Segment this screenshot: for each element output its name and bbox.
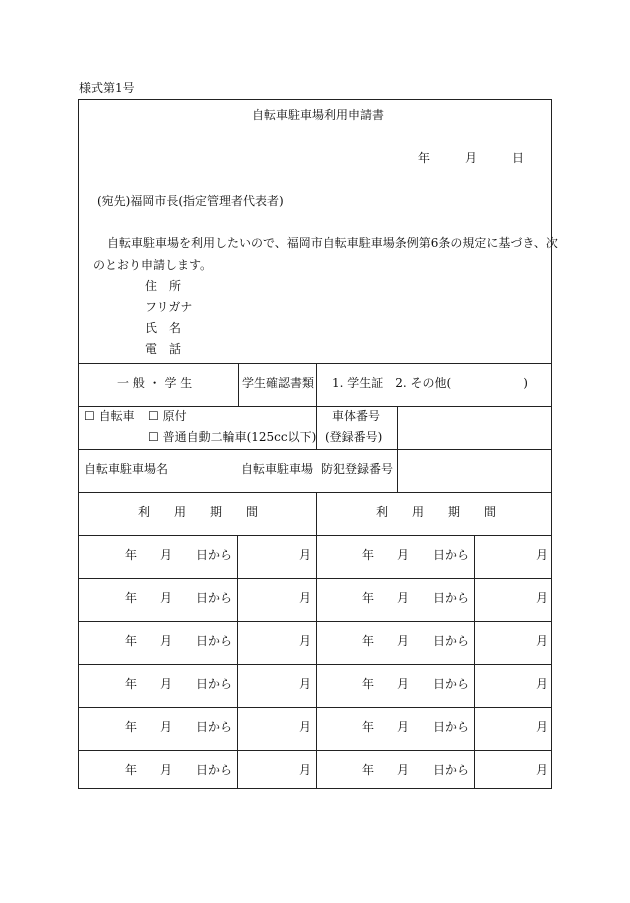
period-right-from-year-label: 年 [362, 591, 375, 605]
period-right-from-day-label: 日から [433, 548, 470, 562]
student-doc-type-label: 学生確認書類 [242, 376, 315, 390]
period-right-to-month-label: 月 [536, 677, 549, 691]
period-right-from-year-label: 年 [362, 548, 375, 562]
vehicle-moped-checkbox[interactable]: ☐ 原付 [148, 409, 187, 423]
period-right-to-month-label: 月 [536, 548, 549, 562]
period-right-to-month-label: 月 [536, 720, 549, 734]
applicant-phone-label: 電 話 [145, 342, 182, 356]
date-year-label: 年 [418, 151, 431, 165]
applicant-address-label: 住 所 [145, 279, 182, 293]
period-left-from-day-label: 日から [196, 634, 233, 648]
period-right-from-day-label: 日から [433, 677, 470, 691]
period-left-from-year-label: 年 [125, 677, 138, 691]
period-right-to-month-label: 月 [536, 634, 549, 648]
period-header-right: 利 用 期 間 [376, 505, 497, 519]
period-right-from-month-label: 月 [397, 548, 410, 562]
period-right-from-month-label: 月 [397, 763, 410, 777]
period-right-from-day-label: 日から [433, 720, 470, 734]
period-right-from-day-label: 日から [433, 763, 470, 777]
period-right-from-year-label: 年 [362, 720, 375, 734]
period-right-from-year-label: 年 [362, 634, 375, 648]
period-left-from-month-label: 月 [160, 634, 173, 648]
vehicle-bicycle-checkbox[interactable]: ☐ 自転車 [84, 409, 135, 423]
period-left-from-month-label: 月 [160, 548, 173, 562]
period-left-from-year-label: 年 [125, 634, 138, 648]
period-left-from-year-label: 年 [125, 548, 138, 562]
period-left-to-month-label: 月 [299, 548, 312, 562]
period-left-to-month-label: 月 [299, 634, 312, 648]
period-header-left: 利 用 期 間 [138, 505, 259, 519]
period-left-from-year-label: 年 [125, 591, 138, 605]
period-left-to-month-label: 月 [299, 677, 312, 691]
body-text-line-2: のとおり申請します。 [93, 258, 213, 272]
period-left-from-month-label: 月 [160, 591, 173, 605]
registration-number-label: (登録番号) [325, 430, 383, 444]
period-left-from-month-label: 月 [160, 763, 173, 777]
applicant-furigana-label: フリガナ [145, 300, 193, 314]
applicant-name-label: 氏 名 [145, 321, 182, 335]
vehicle-motorcycle-checkbox[interactable]: ☐ 普通自動二輪車(125cc以下) [148, 430, 317, 444]
period-right-from-month-label: 月 [397, 677, 410, 691]
period-right-to-month-label: 月 [536, 591, 549, 605]
period-right-from-month-label: 月 [397, 634, 410, 648]
body-number-label: 車体番号 [332, 409, 381, 423]
form-number: 様式第1号 [79, 81, 135, 95]
period-left-from-month-label: 月 [160, 720, 173, 734]
period-left-from-day-label: 日から [196, 763, 233, 777]
period-right-to-month-label: 月 [536, 763, 549, 777]
period-right-from-year-label: 年 [362, 763, 375, 777]
category-general-student: 一 般 ・ 学 生 [117, 376, 193, 390]
period-right-from-month-label: 月 [397, 720, 410, 734]
period-right-from-day-label: 日から [433, 634, 470, 648]
period-right-from-year-label: 年 [362, 677, 375, 691]
parking-name-label: 自転車駐車場名 [84, 462, 169, 476]
period-left-to-month-label: 月 [299, 763, 312, 777]
period-left-from-day-label: 日から [196, 720, 233, 734]
date-day-label: 日 [512, 151, 525, 165]
form-title: 自転車駐車場利用申請書 [252, 108, 385, 122]
period-left-to-month-label: 月 [299, 591, 312, 605]
student-doc-options: 1. 学生証 2. その他( ) [332, 376, 528, 390]
period-left-from-day-label: 日から [196, 677, 233, 691]
date-month-label: 月 [465, 151, 478, 165]
period-left-from-year-label: 年 [125, 720, 138, 734]
body-text-line-1: 自転車駐車場を利用したいので、福岡市自転車駐車場条例第6条の規定に基づき、次 [107, 236, 558, 250]
period-left-from-day-label: 日から [196, 591, 233, 605]
period-right-from-day-label: 日から [433, 591, 470, 605]
period-right-from-month-label: 月 [397, 591, 410, 605]
addressee: (宛先)福岡市長(指定管理者代表者) [97, 194, 284, 208]
period-left-to-month-label: 月 [299, 720, 312, 734]
period-left-from-day-label: 日から [196, 548, 233, 562]
period-left-from-year-label: 年 [125, 763, 138, 777]
period-left-from-month-label: 月 [160, 677, 173, 691]
parking-name-suffix: 自転車駐車場 [241, 462, 314, 476]
crime-registration-label: 防犯登録番号 [321, 462, 394, 476]
